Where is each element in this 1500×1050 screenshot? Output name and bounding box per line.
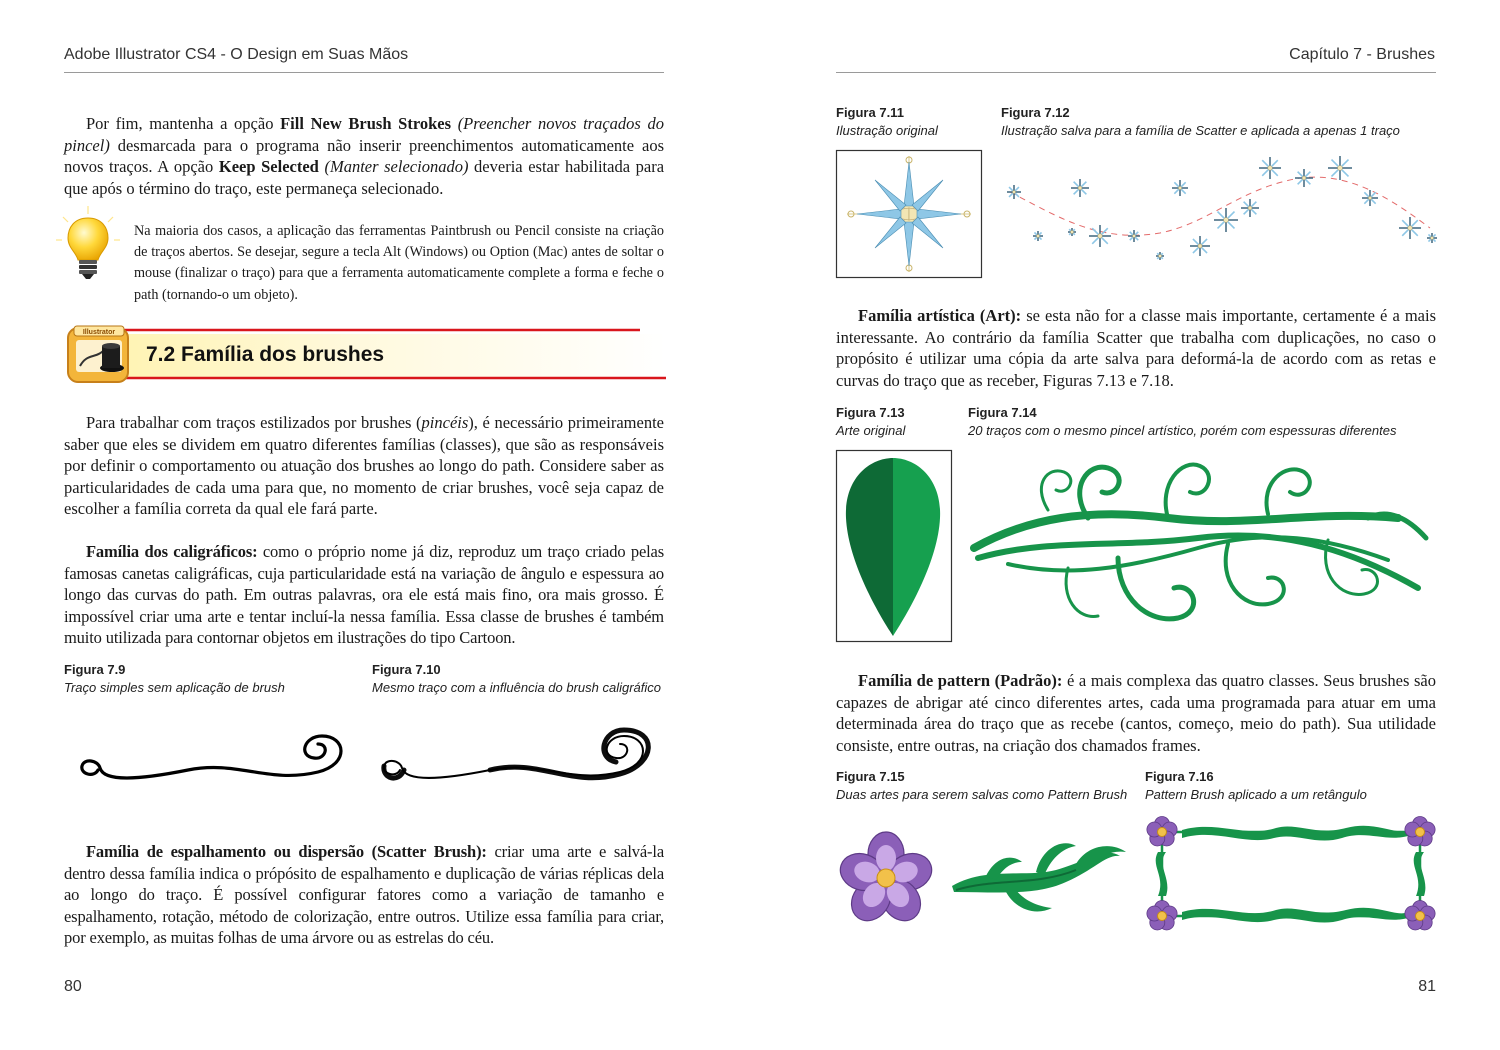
right-page (750, 0, 1500, 1050)
scatter-star-icon (1427, 233, 1437, 243)
bold-term: Fill New Brush Strokes (280, 114, 452, 133)
scatter-star-icon (1156, 252, 1164, 260)
figure-7-12-scatter-stroke (1000, 148, 1438, 278)
scatter-star-icon (1007, 185, 1021, 199)
figure-number: Figura 7.12 (1001, 105, 1070, 120)
bold-term: Família artística (Art): (858, 306, 1022, 325)
figure-number: Figura 7.9 (64, 662, 126, 677)
scatter-star-icon (1172, 180, 1188, 196)
figure-number: Figura 7.10 (372, 662, 441, 677)
scatter-star-icon (1089, 225, 1111, 247)
figure-caption: Mesmo traço com a influência do brush caligráfico (372, 680, 662, 695)
figure-7-11-compass-star (836, 150, 982, 278)
figure-7-16-pattern-frame (1146, 816, 1438, 930)
corner-flower-icon (1405, 901, 1435, 930)
figure-number: Figura 7.11 (836, 105, 904, 120)
text-run: desmarcada para o programa não inserir preenchimentos automaticamente aos novos traços. A opção (64, 135, 664, 176)
figure-7-9-caption (64, 661, 285, 697)
page-number-left: 80 (64, 978, 82, 995)
section-title: 7.2 Família dos brushes (146, 343, 385, 366)
text-run: ), é necessário primeiramente saber que eles se dividem em quatro diferentes famílias (classes), que são as responsáveis por definir o comportamento ou atuação dos brushes ao longo do path. Considere saber as particularidades de cada uma para que, no momento de criar brushes, você seja capaz de escolher a família correta da qual ele fará parte. (64, 413, 664, 518)
italic-translation: (Manter selecionado) (324, 157, 469, 176)
figure-7-15-pattern-arts (836, 826, 1136, 926)
paragraph-art (836, 305, 1436, 391)
text-run: criar uma arte e salvá-la dentro dessa família indica o própósito de espalhamento e duplicação de várias réplicas dela ao longo do traço. É possível configurar fatores como a variação de tamanho e espalhamento, rotação, método de colorização, entre outros. Utilize essa família para criar, por exemplo, as muitas folhas de uma árvore ou as estrelas do céu. (64, 842, 664, 947)
bold-term: Keep Selected (218, 157, 319, 176)
figure-caption: Ilustração salva para a família de Scatter e aplicada a apenas 1 traço (1001, 123, 1400, 138)
header-rule (64, 72, 664, 73)
scatter-star-icon (1128, 230, 1140, 242)
corner-flower-icon (1147, 901, 1177, 930)
running-header-right: Capítulo 7 - Brushes (1289, 46, 1435, 63)
running-header-left: Adobe Illustrator CS4 - O Design em Suas Mãos (64, 46, 409, 63)
text-run: se esta não for a classe mais importante, certamente é a mais interessante. Ao contrário da família Scatter que trabalha com duplicações, no caso o propósito é utilizar uma cópia da arte salva para deformá-la de acordo com as retas e curvas do traço que as receber, Figuras 7.13 e 7.18. (836, 306, 1436, 390)
scatter-star-icon (1241, 199, 1259, 217)
figure-number: Figura 7.14 (968, 405, 1037, 420)
corner-flower-icon (1405, 817, 1435, 846)
scatter-star-icon (1295, 169, 1313, 187)
scatter-star-icon (1214, 208, 1238, 232)
scatter-star-icon (1190, 236, 1210, 256)
figure-7-15-caption (836, 768, 1127, 804)
scatter-star-icon (1399, 217, 1421, 239)
svg-text:Illustrator: Illustrator (82, 329, 116, 336)
paragraph-fill-options (64, 113, 664, 199)
scatter-star-icon (1259, 157, 1281, 179)
italic-translation: (Preencher novos traçados do pincel) (64, 114, 664, 155)
scatter-star-icon (1033, 231, 1043, 241)
tip-note: Na maioria dos casos, a aplicação das ferramentas Paintbrush ou Pencil consiste na criação de traços abertos. Se desejar, segure a tecla Alt (Windows) ou Option (Mac) antes de soltar o mouse (finalizar o traço) para que a ferramenta automaticamente complete a forma e feche o path (tornando-o um objeto). (134, 223, 664, 303)
corner-flower-icon (1147, 817, 1177, 846)
figure-caption: Duas artes para serem salvas como Pattern Brush (836, 787, 1128, 802)
figure-7-11-caption (836, 104, 938, 140)
scatter-star-icon (1362, 190, 1378, 206)
illustrator-book-icon (62, 322, 138, 388)
lightbulb-icon (60, 212, 116, 284)
text-run: Por fim, mantenha a opção (86, 114, 281, 133)
figure-caption: Traço simples sem aplicação de brush (64, 680, 285, 695)
figure-7-14-caption (968, 404, 1396, 440)
text-run: deveria estar habilitada para que após o término do traço, este permaneça selecionado. (64, 157, 665, 198)
scatter-star-icon (1071, 179, 1089, 197)
paragraph-pattern (836, 670, 1436, 756)
header-rule (836, 72, 1436, 73)
paragraph-scatter (64, 841, 664, 949)
paragraph-brush-families (64, 412, 664, 520)
figure-number: Figura 7.16 (1145, 769, 1214, 784)
figure-number: Figura 7.13 (836, 405, 905, 420)
bold-term: Família de pattern (Padrão): (858, 671, 1063, 690)
text-run: Para trabalhar com traços estilizados por brushes ( (86, 413, 422, 432)
figure-7-14-art-brush-swirls (968, 448, 1438, 644)
bold-term: Família dos caligráficos: (86, 542, 258, 561)
figure-7-10-calligraphic-stroke (370, 718, 665, 796)
figure-caption: 20 traços com o mesmo pincel artístico, porém com espessuras diferentes (968, 423, 1397, 438)
figure-caption: Arte original (836, 423, 906, 438)
figure-7-13-caption (836, 404, 905, 440)
scatter-star-icon (1068, 228, 1076, 236)
figure-caption: Ilustração original (836, 123, 938, 138)
page-number-right: 81 (1418, 978, 1436, 995)
figure-7-10-caption (372, 661, 661, 697)
scatter-star-icon (1328, 156, 1352, 180)
figure-7-13-leaf-art (836, 450, 952, 642)
bold-term: Família de espalhamento ou dispersão (Scatter Brush): (86, 842, 487, 861)
text-run: como o próprio nome já diz, reproduz um traço criado pelas famosas canetas caligráficas, cuja particularidade está na variação de ângulo e espessura ao longo das curvas do path. Em outras palavras, ora ele está mais fino, ora mais grosso. É impossível criar uma arte e tentar incluí-la nessa família. Essa classe de brushes é também muito utilizada para contornar objetos em ilustrações do tipo Cartoon. (64, 542, 664, 647)
figure-7-16-caption (1145, 768, 1367, 804)
italic-translation: pincéis (421, 413, 469, 432)
paragraph-calligraphic (64, 541, 664, 649)
figure-number: Figura 7.15 (836, 769, 905, 784)
figure-caption: Pattern Brush aplicado a um retângulo (1145, 787, 1367, 802)
figure-7-12-caption (1001, 104, 1400, 140)
figure-7-9-simple-stroke (68, 722, 358, 792)
text-run: é a mais complexa das quatro classes. Seus brushes são capazes de abrigar até cinco diferentes artes, cada uma programada para atuar em uma determinada área do traço que as recebe (cantos, começo, meio do path). Sua utilidade consiste, entre outras, na criação dos chamados frames. (836, 671, 1436, 755)
